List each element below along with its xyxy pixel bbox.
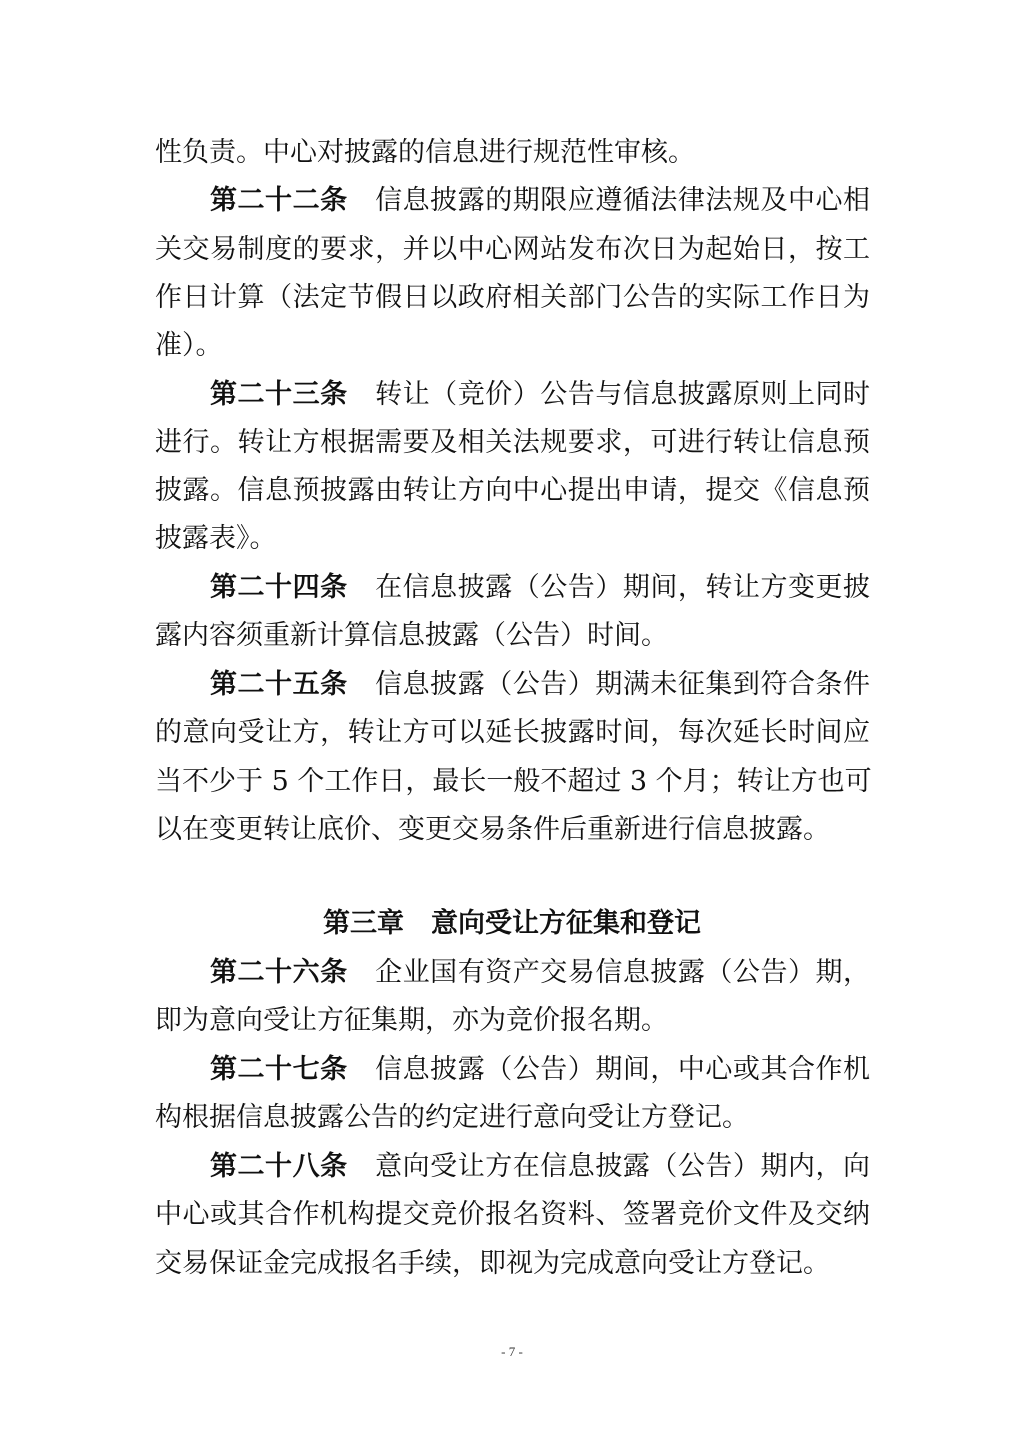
article-28-first-line <box>210 1150 870 1184</box>
page-number: - 7 - <box>501 1344 523 1359</box>
article-number: 第二十三条 <box>210 379 348 410</box>
article-number: 第二十四条 <box>210 572 348 603</box>
text-line: 信息披露（公告）期满未征集到符合条件 <box>375 669 871 700</box>
article-24-first-line <box>210 571 870 605</box>
text-line: 即为意向受让方征集期，亦为竞价报名期。 <box>155 1005 668 1036</box>
text-line: 当不少于 5 个工作日，最长一般不超过 3 个月；转让方也可 <box>155 766 872 797</box>
text-line: 转让（竞价）公告与信息披露原则上同时 <box>375 379 871 410</box>
article-22-first-line <box>210 184 870 218</box>
article-number: 第二十五条 <box>210 669 348 700</box>
article-number: 第二十六条 <box>210 957 348 988</box>
chapter-title: 第三章 意向受让方征集和登记 <box>323 908 701 939</box>
text-line: 信息披露的期限应遵循法律法规及中心相 <box>375 185 871 216</box>
article-number: 第二十二条 <box>210 185 348 216</box>
text-line: 的意向受让方，转让方可以延长披露时间，每次延长时间应 <box>155 717 870 748</box>
text-line: 进行。转让方根据需要及相关法规要求，可进行转让信息预 <box>155 427 870 458</box>
text-line: 企业国有资产交易信息披露（公告）期， <box>375 957 871 988</box>
article-27-first-line <box>210 1053 870 1087</box>
text-line: 披露。信息预披露由转让方向中心提出申请，提交《信息预 <box>155 475 870 506</box>
article-number: 第二十八条 <box>210 1151 348 1182</box>
article-25-first-line <box>210 668 870 702</box>
text-line: 交易保证金完成报名手续，即视为完成意向受让方登记。 <box>155 1248 830 1279</box>
article-number: 第二十七条 <box>210 1054 348 1085</box>
text-line: 露内容须重新计算信息披露（公告）时间。 <box>155 620 668 651</box>
text-line: 披露表》。 <box>155 523 277 554</box>
text-line: 意向受让方在信息披露（公告）期内，向 <box>375 1151 871 1182</box>
article-26-first-line <box>210 956 870 990</box>
article-23-first-line <box>210 378 870 412</box>
text-line: 构根据信息披露公告的约定进行意向受让方登记。 <box>155 1102 749 1133</box>
text-line: 准）。 <box>155 330 223 361</box>
text-line: 中心或其合作机构提交竞价报名资料、签署竞价文件及交纳 <box>155 1199 870 1230</box>
text-line: 在信息披露（公告）期间，转让方变更披 <box>375 572 871 603</box>
text-line: 以在变更转让底价、变更交易条件后重新进行信息披露。 <box>155 814 830 845</box>
text-line: 性负责。中心对披露的信息进行规范性审核。 <box>155 137 695 168</box>
text-line: 关交易制度的要求，并以中心网站发布次日为起始日，按工 <box>155 234 870 265</box>
text-line: 信息披露（公告）期间，中心或其合作机 <box>375 1054 871 1085</box>
text-line: 作日计算（法定节假日以政府相关部门公告的实际工作日为 <box>155 282 870 313</box>
